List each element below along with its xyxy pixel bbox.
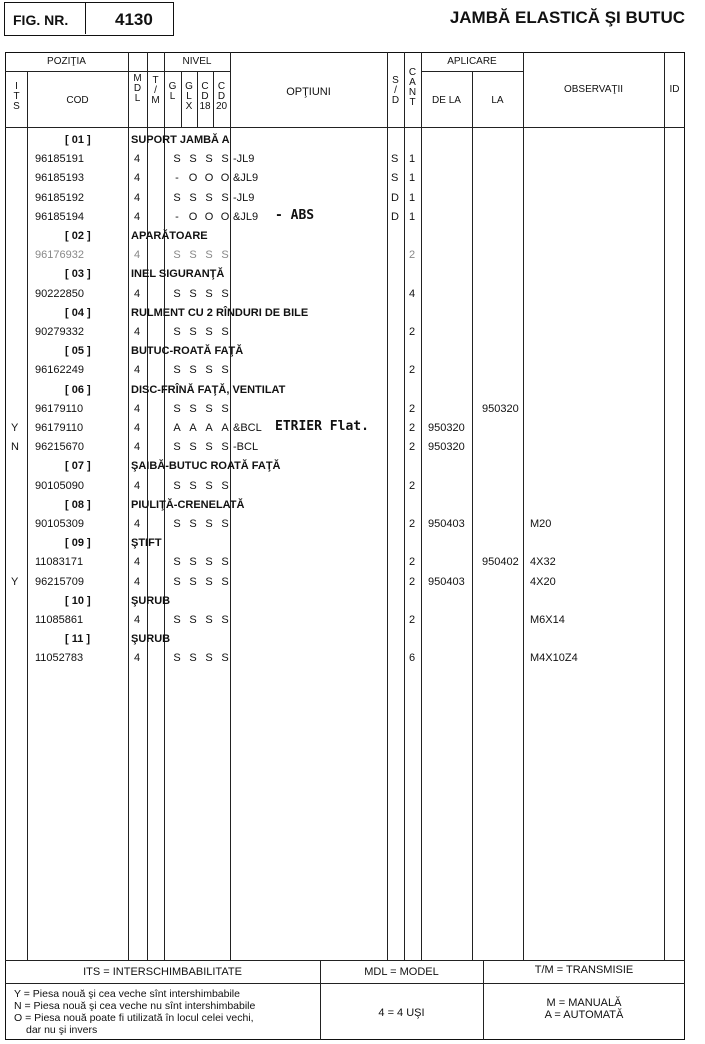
- footer-tm-legend: M = MANUALĂ A = AUTOMATĂ: [544, 997, 624, 1021]
- quantity: 1: [409, 191, 416, 204]
- section-title: PIULIŢĂ-CRENELATĂ: [131, 498, 245, 511]
- handwritten-note: - ABS: [275, 207, 315, 223]
- nivel-value: S: [189, 364, 197, 377]
- nivel-value: S: [189, 441, 197, 454]
- nivel-value: S: [173, 326, 181, 338]
- nivel-value: S: [221, 556, 229, 569]
- nivel-value: S: [173, 556, 181, 569]
- nivel-value: S: [221, 652, 229, 665]
- footer-mdl-title: MDL = MODEL: [364, 966, 439, 978]
- mdl-value: 4: [134, 287, 141, 300]
- nivel-value: S: [189, 614, 197, 626]
- apply-from: 950320: [428, 422, 465, 434]
- nivel-value: O: [220, 210, 230, 223]
- apply-from: 950403: [428, 575, 465, 588]
- nivel-value: S: [205, 191, 213, 204]
- mdl-value: 4: [134, 364, 141, 377]
- part-code: 96215709: [35, 575, 84, 588]
- nivel-value: A: [189, 422, 197, 434]
- section-position: [ 01 ]: [65, 134, 91, 146]
- nivel-value: S: [189, 287, 197, 300]
- part-code: 96179110: [35, 402, 84, 415]
- header-cd18: C D 18: [199, 81, 211, 112]
- header-observatii: OBSERVAŢII: [563, 84, 624, 95]
- nivel-value: S: [205, 287, 213, 300]
- part-code: 96185192: [35, 191, 84, 204]
- quantity: 1: [409, 210, 416, 223]
- nivel-value: S: [205, 153, 213, 166]
- mdl-value: 4: [134, 249, 141, 262]
- part-code: 90105090: [35, 479, 84, 492]
- mdl-value: 4: [134, 614, 141, 626]
- quantity: 2: [409, 422, 416, 434]
- nivel-value: S: [221, 614, 229, 626]
- quantity: 2: [409, 575, 416, 588]
- quantity: 6: [409, 652, 416, 665]
- nivel-value: S: [205, 556, 213, 569]
- side-value: S: [391, 153, 399, 166]
- page-title: JAMBĂ ELASTICĂ ŞI BUTUC: [449, 8, 685, 27]
- part-code: 11083171: [35, 556, 84, 569]
- nivel-value: A: [221, 422, 229, 434]
- its-flag: N: [11, 441, 19, 454]
- nivel-value: S: [189, 249, 197, 262]
- nivel-value: S: [205, 326, 213, 338]
- section-position: [ 04 ]: [65, 306, 91, 319]
- nivel-value: S: [221, 364, 229, 377]
- part-code: 96185194: [35, 210, 84, 223]
- nivel-value: S: [205, 518, 213, 530]
- nivel-value: S: [173, 652, 181, 665]
- section-position: [ 03 ]: [65, 268, 91, 281]
- quantity: 1: [409, 153, 416, 166]
- nivel-value: S: [221, 479, 229, 492]
- nivel-value: S: [205, 479, 213, 492]
- nivel-value: O: [188, 210, 198, 223]
- side-value: D: [391, 191, 399, 204]
- section-position: [ 02 ]: [65, 230, 91, 242]
- nivel-value: -: [175, 172, 179, 185]
- nivel-value: S: [205, 402, 213, 415]
- apply-from: 950320: [428, 441, 465, 454]
- part-code: 90105309: [35, 518, 84, 530]
- section-title: INEL SIGURANŢĂ: [131, 268, 225, 281]
- nivel-value: S: [221, 575, 229, 588]
- mdl-value: 4: [134, 191, 141, 204]
- quantity: 2: [409, 441, 416, 454]
- header-aplicare: APLICARE: [447, 56, 497, 67]
- section-title: SUPORT JAMBĂ A: [131, 134, 230, 146]
- fig-number: 4130: [115, 10, 153, 29]
- nivel-value: S: [173, 364, 181, 377]
- header-la: LA: [491, 95, 504, 106]
- nivel-value: S: [189, 575, 197, 588]
- observation: M6X14: [530, 614, 565, 626]
- nivel-value: S: [221, 191, 229, 204]
- nivel-value: S: [189, 153, 197, 166]
- nivel-value: O: [220, 172, 230, 185]
- option-code: &JL9: [233, 210, 259, 223]
- nivel-value: S: [221, 402, 229, 415]
- mdl-value: 4: [134, 652, 141, 665]
- section-position: [ 06 ]: [65, 383, 91, 396]
- footer-its-title: ITS = INTERSCHIMBABILITATE: [83, 966, 242, 978]
- observation: 4X32: [530, 556, 556, 569]
- nivel-value: S: [221, 326, 229, 338]
- header-its: I T S: [13, 81, 20, 112]
- section-title: ŞURUB: [131, 594, 171, 607]
- nivel-value: S: [173, 287, 181, 300]
- nivel-value: S: [173, 402, 181, 415]
- part-code: 96215670: [35, 441, 84, 454]
- header-glx: G L X: [185, 81, 193, 112]
- header-optiuni: OPŢIUNI: [286, 86, 331, 98]
- side-value: D: [391, 210, 399, 223]
- apply-to: 950402: [482, 556, 519, 569]
- its-flag: Y: [11, 422, 19, 434]
- mdl-value: 4: [134, 402, 141, 415]
- apply-from: 950403: [428, 518, 465, 530]
- nivel-value: S: [173, 249, 181, 262]
- nivel-value: S: [173, 575, 181, 588]
- part-code: 90279332: [35, 326, 84, 338]
- fig-label: FIG. NR.: [13, 12, 69, 28]
- fig-number-box: [4, 2, 174, 36]
- quantity: 1: [409, 172, 416, 185]
- section-title: RULMENT CU 2 RÎNDURI DE BILE: [131, 306, 309, 319]
- nivel-value: S: [189, 479, 197, 492]
- section-title: APARĂTOARE: [131, 230, 208, 242]
- nivel-value: S: [173, 153, 181, 166]
- part-code: 96162249: [35, 364, 84, 377]
- option-code: -JL9: [233, 191, 255, 204]
- header-sd: S / D: [391, 75, 400, 106]
- section-position: [ 05 ]: [65, 345, 91, 358]
- header-id: ID: [669, 84, 680, 95]
- section-position: [ 07 ]: [65, 460, 91, 473]
- nivel-value: S: [173, 191, 181, 204]
- observation: M4X10Z4: [530, 652, 578, 665]
- option-code: &BCL: [233, 422, 262, 434]
- nivel-value: S: [189, 402, 197, 415]
- header-tm: T / M: [151, 75, 160, 106]
- quantity: 2: [409, 556, 416, 569]
- mdl-value: 4: [134, 441, 141, 454]
- mdl-value: 4: [134, 422, 141, 434]
- footer-its-legend: Y = Piesa nouă şi cea veche sînt intershimbabile N = Piesa nouă şi cea veche nu sînt intershimbabile O = Piesa nouă poate fi utilizată în locul celei vechi, dar nu şi invers: [14, 988, 256, 1036]
- mdl-value: 4: [134, 575, 141, 588]
- header-mdl: M D L: [133, 73, 142, 104]
- mdl-value: 4: [134, 326, 141, 338]
- quantity: 4: [409, 287, 416, 300]
- its-flag: Y: [11, 575, 19, 588]
- mdl-value: 4: [134, 518, 141, 530]
- nivel-value: S: [189, 326, 197, 338]
- header-de-la: DE LA: [432, 95, 461, 106]
- quantity: 2: [409, 518, 416, 530]
- header-cd20: C D 20: [215, 81, 228, 112]
- parts-table-frame: [5, 52, 685, 1040]
- apply-to: 950320: [482, 402, 519, 415]
- section-title: ŞTIFT: [131, 537, 162, 550]
- nivel-value: S: [173, 518, 181, 530]
- nivel-value: -: [175, 210, 179, 223]
- section-title: BUTUC-ROATĂ FAŢĂ: [131, 345, 244, 358]
- nivel-value: S: [205, 441, 213, 454]
- mdl-value: 4: [134, 479, 141, 492]
- option-code: -BCL: [233, 441, 259, 454]
- nivel-value: S: [189, 652, 197, 665]
- option-code: -JL9: [233, 153, 255, 166]
- option-code: &JL9: [233, 172, 259, 185]
- header-gl: G L: [168, 81, 177, 102]
- section-position: [ 10 ]: [65, 594, 91, 607]
- nivel-value: S: [221, 249, 229, 262]
- header-cod: COD: [66, 95, 89, 106]
- part-code: 96176932: [35, 249, 84, 262]
- quantity: 2: [409, 249, 416, 262]
- nivel-value: O: [188, 172, 198, 185]
- mdl-value: 4: [134, 172, 141, 185]
- section-title: DISC-FRÎNĂ FAŢĂ, VENTILAT: [131, 383, 286, 396]
- nivel-value: S: [221, 153, 229, 166]
- nivel-value: A: [205, 422, 213, 434]
- nivel-value: S: [189, 518, 197, 530]
- nivel-value: S: [205, 249, 213, 262]
- nivel-value: S: [173, 614, 181, 626]
- part-code: 96185193: [35, 172, 84, 185]
- nivel-value: S: [205, 652, 213, 665]
- observation: 4X20: [530, 575, 556, 588]
- nivel-value: O: [204, 172, 214, 185]
- quantity: 2: [409, 402, 416, 415]
- part-code: 96185191: [35, 153, 84, 166]
- part-code: 90222850: [35, 287, 84, 300]
- quantity: 2: [409, 479, 416, 492]
- nivel-value: S: [205, 575, 213, 588]
- part-code: 96179110: [35, 422, 84, 434]
- header-nivel: NIVEL: [182, 56, 212, 67]
- mdl-value: 4: [134, 556, 141, 569]
- nivel-value: S: [221, 518, 229, 530]
- nivel-value: S: [205, 364, 213, 377]
- part-code: 11085861: [35, 614, 84, 626]
- nivel-value: O: [204, 210, 214, 223]
- mdl-value: 4: [134, 210, 141, 223]
- nivel-value: S: [221, 287, 229, 300]
- nivel-value: S: [205, 614, 213, 626]
- footer-tm-title: T/M = TRANSMISIE: [534, 964, 634, 976]
- mdl-value: 4: [134, 153, 141, 166]
- quantity: 2: [409, 614, 416, 626]
- nivel-value: S: [221, 441, 229, 454]
- nivel-value: S: [173, 441, 181, 454]
- side-value: S: [391, 172, 399, 185]
- quantity: 2: [409, 326, 416, 338]
- header-pozitia: POZIŢIA: [47, 56, 86, 67]
- observation: M20: [530, 518, 552, 530]
- nivel-value: S: [189, 556, 197, 569]
- handwritten-note: ETRIER Flat.: [275, 419, 369, 434]
- nivel-value: A: [173, 422, 181, 434]
- footer-mdl-value: 4 = 4 UŞI: [378, 1007, 425, 1019]
- nivel-value: S: [189, 191, 197, 204]
- section-position: [ 11 ]: [65, 633, 91, 646]
- header-cant: C A N T: [408, 67, 417, 108]
- section-title: ŞURUB: [131, 633, 171, 646]
- section-position: [ 09 ]: [65, 537, 91, 550]
- nivel-value: S: [173, 479, 181, 492]
- part-code: 11052783: [35, 652, 84, 665]
- section-position: [ 08 ]: [65, 498, 91, 511]
- section-title: ŞAIBĂ-BUTUC ROATĂ FAŢĂ: [131, 460, 281, 473]
- quantity: 2: [409, 364, 416, 377]
